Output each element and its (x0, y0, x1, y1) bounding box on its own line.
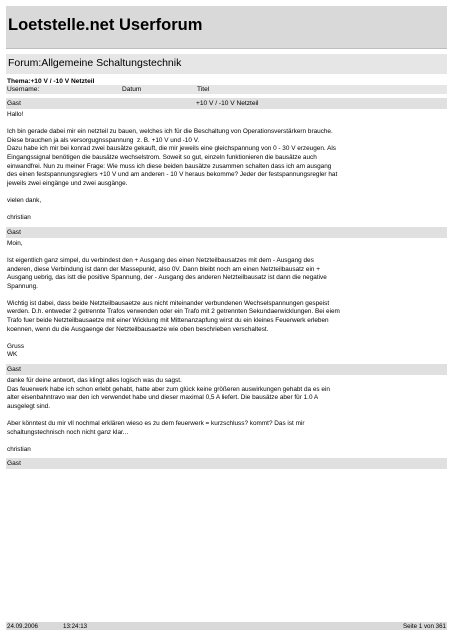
site-banner (6, 6, 447, 49)
post-line: Gruss (7, 342, 25, 350)
site-title: Loetstelle.net Userforum (8, 16, 203, 34)
post-line (7, 206, 446, 215)
column-datum: Datum (122, 86, 142, 93)
forum-title-bar (6, 54, 447, 74)
post-line (7, 437, 446, 446)
post-author-bar (6, 364, 447, 375)
post-line (7, 188, 446, 197)
post-line: danke für deine antwort, das klingt alles logisch was du sagst. (7, 377, 182, 385)
post-line: Trafo fuer beide Netzteilbausaetze mit einer Wicklung mit Mittenanzapfung wirst du ein kleines Feuerwerk erleben (7, 317, 329, 325)
post-line: einwandfrei. Nun zu meiner Frage: Wie muss ich diese beiden bausätze zusammen schalten dass ich am ausgang (7, 162, 332, 170)
column-header (6, 85, 447, 94)
post-line: ausgelegt sind. (7, 402, 50, 410)
post-list (6, 98, 447, 469)
post-author-bar (6, 98, 447, 109)
post-line: Wichtig ist dabei, dass beide Netzteilbausaetze aus nicht miteinander verbundenen Wechselspannungen gespeist (7, 299, 330, 307)
thread-title: Thema:+10 V / -10 V Netzteil (7, 78, 95, 85)
document-page (6, 6, 447, 469)
post-line: werden. D.h. entweder 2 getrennte Trafos verwenden oder ein Trafo mit 2 getrennten Sekundaerwicklungen. Bei eiem (7, 308, 340, 316)
post-line: Moin, (7, 239, 23, 247)
post-body (6, 109, 447, 223)
post-author: Gast (7, 228, 21, 236)
post-line: des einen festspannungsreglers +10 V und am anderen - 10 V heraus bekomme? Jeder der festspannungsregler hat (7, 171, 338, 179)
post-line: anderen, diese Verbindung ist dann der Massepunkt, also 0V. Dann bleibt noch am einen Netzteilbausatz ein + (7, 265, 320, 273)
post-title: +10 V / -10 V Netzteil (196, 100, 259, 107)
post-line: vielen dank, (7, 196, 42, 204)
post-author: Gast (7, 460, 21, 468)
post-line: schaltungstechnisch noch nicht ganz klar... (7, 428, 129, 436)
post-line: Spannung. (7, 282, 38, 290)
footer-page-count: Seite 1 von 361 (402, 622, 446, 630)
column-titel: Titel (197, 86, 210, 93)
forum-title: Forum:Allgemeine Schaltungstechnik (8, 57, 182, 69)
footer-date: 24.09.2006 (7, 622, 38, 630)
post-line: Hallo! (7, 111, 24, 118)
post-line: Diese brauchen ja als versorgugnsspannung z. B. +10 V und -10 V. (7, 136, 200, 144)
post-line: christian (7, 445, 31, 453)
column-username: Username: (7, 86, 40, 93)
post-line: Das feuerwerk habe ich schon erlebt gehabt, hatte aber zum glück keine größeren auswirkungen gehabt da es ein (7, 385, 330, 393)
post-line (7, 248, 446, 257)
post-author-bar (6, 458, 447, 469)
post-author-bar (6, 227, 447, 238)
post-author: Gast (7, 366, 21, 374)
post-body (6, 238, 447, 360)
post-line: Eingangssignal benötigen die bausätze wechselstrom. Soweit so gut, einzeln funktionieren die bausätze auch (7, 153, 317, 161)
post-line: alter eisenbahntravo war den ich verwendet habe und dieser maximal 0,5 A liefert. Die bausätze aber für 1.0 A (7, 394, 319, 402)
post-line: koennen, wenn du die Ausgaenge der Netzteilbausaetze wie oben beschrieben verschaltest. (7, 325, 269, 333)
thread-header (6, 77, 447, 94)
post-line: jeweils zwei eingänge und zwei ausgänge. (7, 179, 128, 187)
post-line (7, 120, 446, 129)
page-footer (6, 622, 447, 630)
post-body (6, 375, 447, 454)
post-line (7, 291, 446, 300)
post-line: WK (7, 351, 18, 359)
post-line (7, 334, 446, 343)
post-line: Dazu habe ich mir bei konrad zwei bausätze gekauft, die mir jeweils eine gleichspannung von 0 - 30 V erzeugen. Als (7, 145, 336, 153)
post-line: Ist eigentlich ganz simpel, du verbindest den + Ausgang des einen Netzteilbausatzes mit dem - Ausgang des (7, 256, 314, 264)
post-line (7, 411, 446, 420)
footer-time: 13:24:13 (63, 622, 88, 630)
post-author: Gast (7, 100, 21, 107)
post-line: Aber könntest du mir vll nochmal erklären wieso es zu dem feuerwerk = kurzschluss? kommt? Das ist mir (7, 420, 305, 427)
post-line: Ich bin gerade dabei mir ein netzteil zu bauen, welches ich für die Beschaltung von Operationsverstärkern brauche. (7, 128, 333, 136)
post-line: christian (7, 214, 31, 222)
post-line: Ausgang uebrig, das istt die positive Spannung, der - Ausgang des anderen Netzteilbausatz ist dann die negative (7, 274, 327, 282)
